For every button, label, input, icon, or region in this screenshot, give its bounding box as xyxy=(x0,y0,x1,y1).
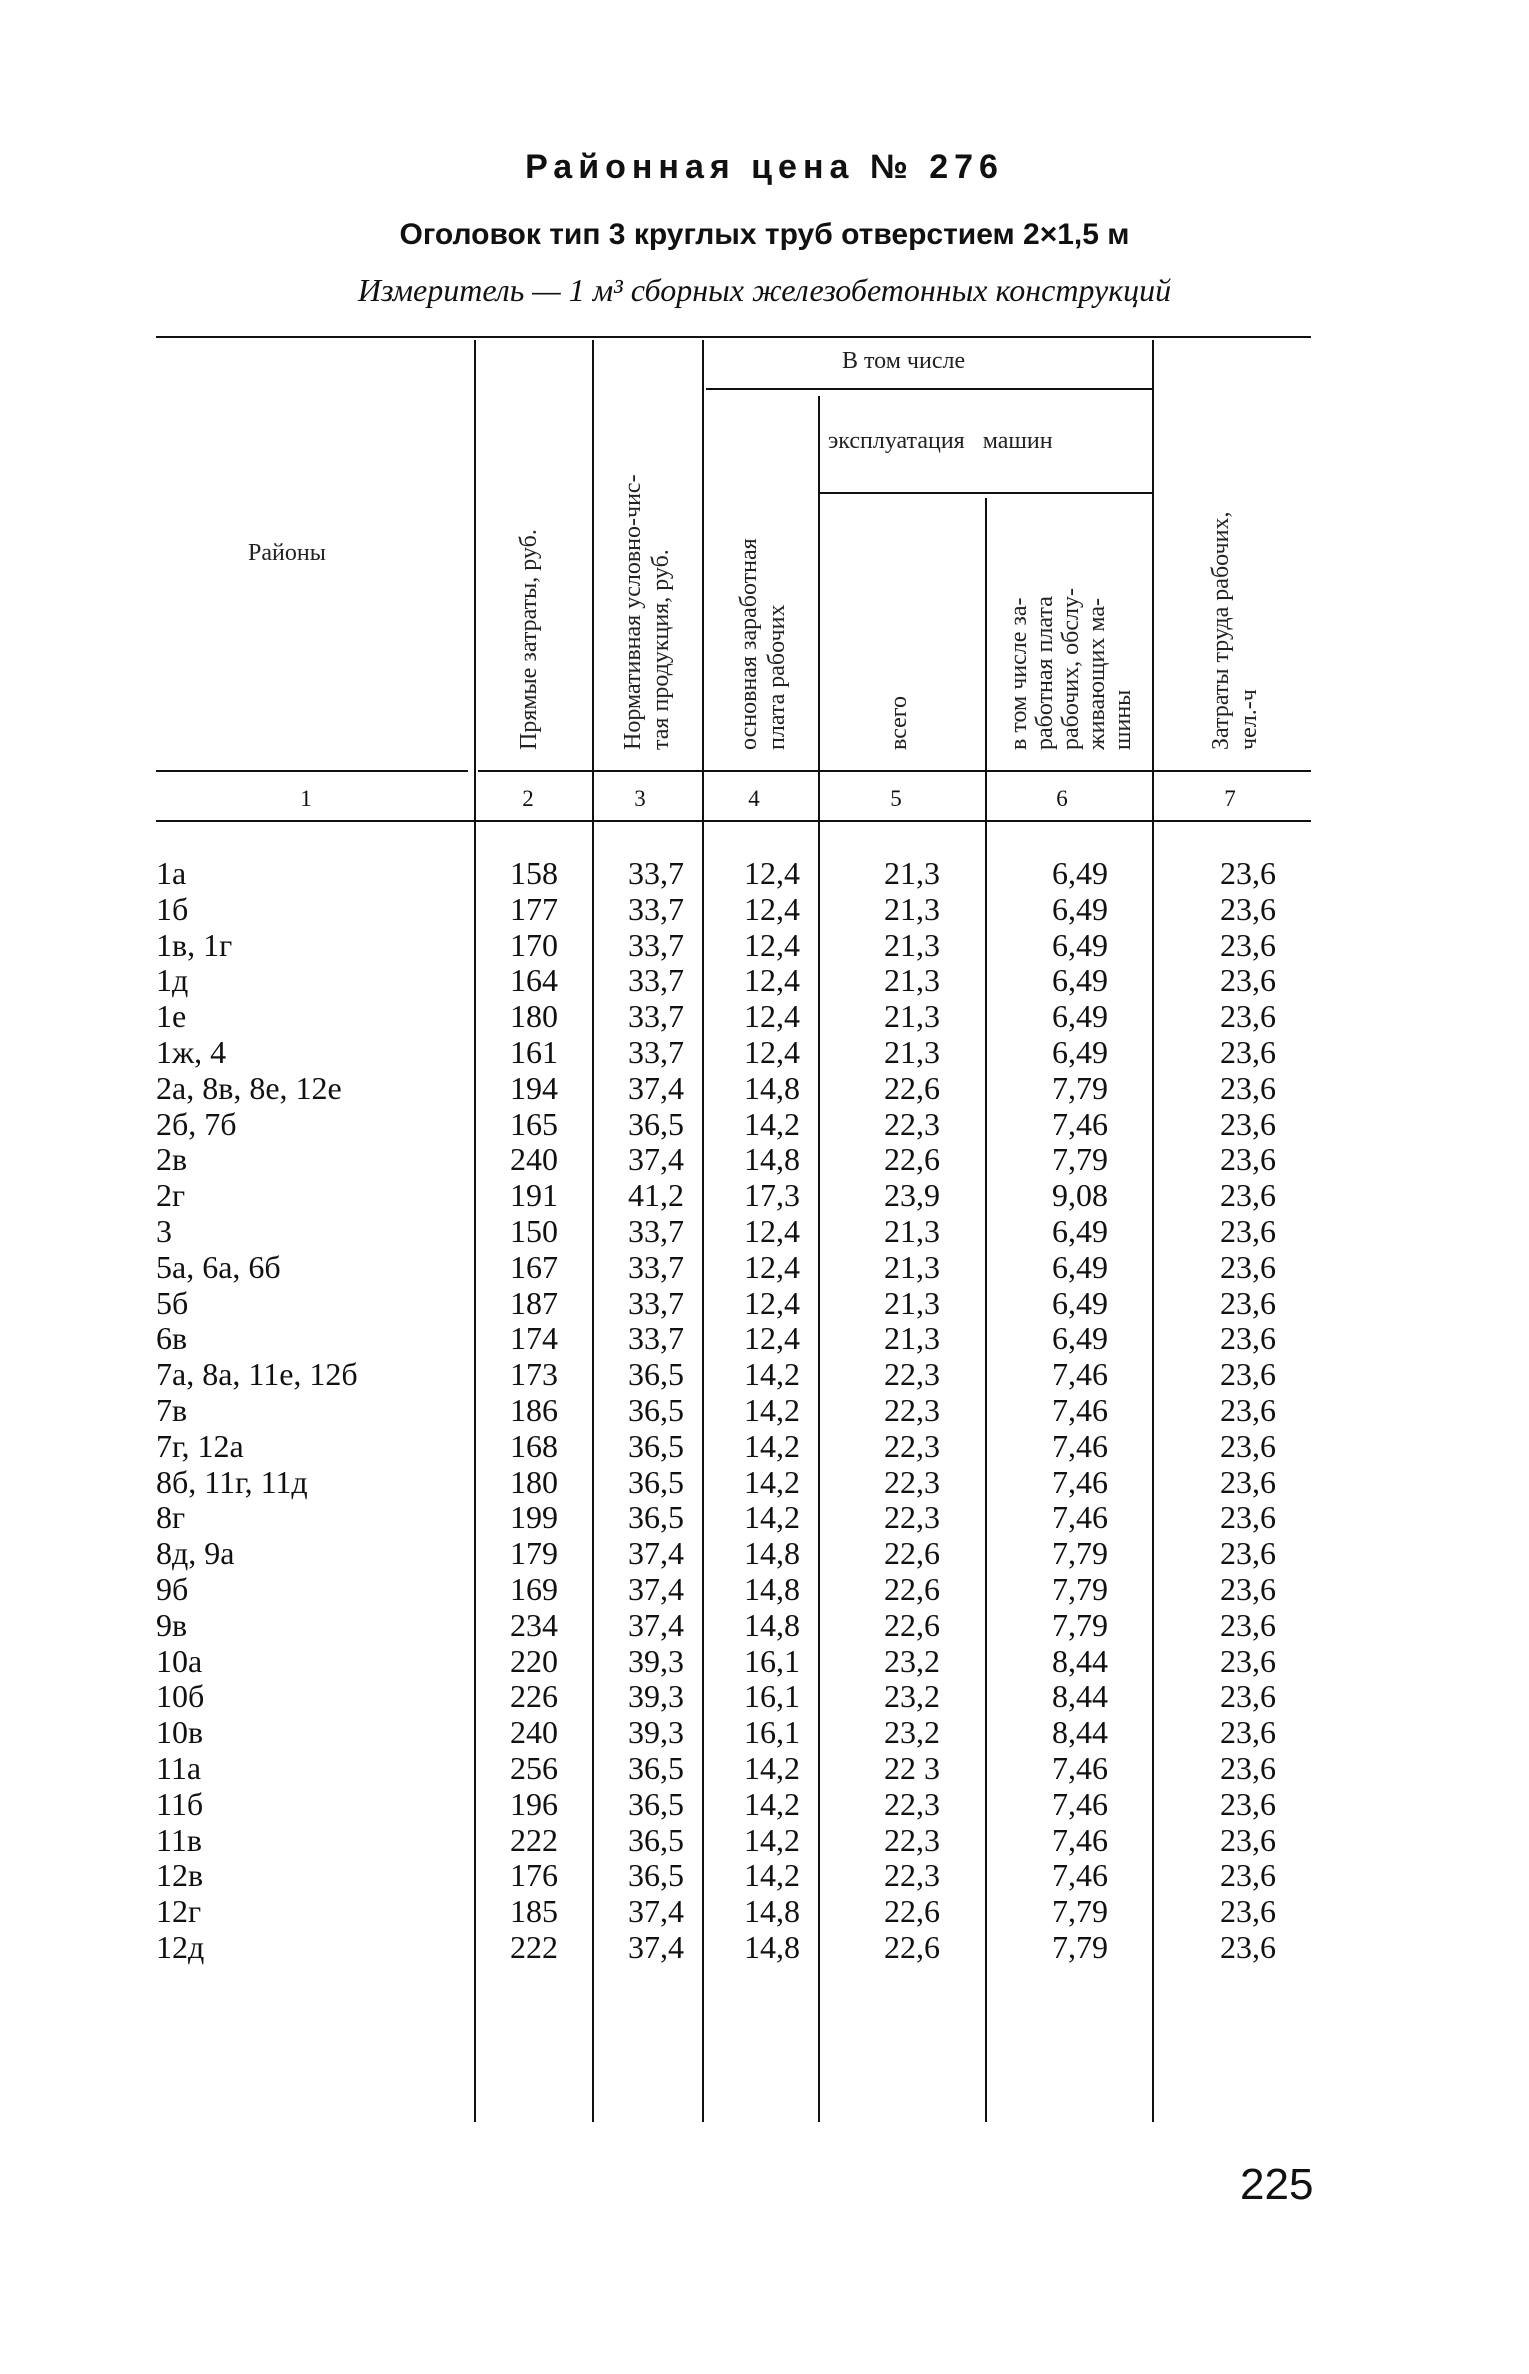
header-including: В том числе xyxy=(842,348,966,374)
header-direct-costs: Прямые затраты, руб. xyxy=(516,529,542,750)
value-cell-c4: 12,4 xyxy=(744,855,800,891)
value-cell-c2: 185 xyxy=(510,1893,558,1930)
value-cell-c3: 33,7 xyxy=(628,890,684,927)
value-cell-c5: 22,3 xyxy=(884,1427,940,1464)
value-cell-c5: 21,3 xyxy=(884,1320,940,1357)
machine-wage-column xyxy=(992,856,1108,1966)
page-title: Районная цена № 276 xyxy=(525,148,1004,186)
region-cell: 1ж, 4 xyxy=(156,1033,227,1070)
value-cell-c7: 23,6 xyxy=(1220,926,1276,963)
value-cell-c7: 23,6 xyxy=(1220,1248,1276,1285)
header-labor-line1: Затраты труда рабочих, xyxy=(1208,511,1234,750)
value-cell-c6: 7,46 xyxy=(1052,1821,1108,1858)
value-cell-c2: 222 xyxy=(510,1928,558,1965)
header-machine-wage-line1: в том числе за- xyxy=(1006,597,1032,750)
region-cell: 1д xyxy=(156,962,189,999)
col-number-1: 1 xyxy=(300,786,312,811)
col-divider-1 xyxy=(474,340,476,2122)
table-top-rule xyxy=(156,336,1311,338)
header-machine-wage-line5: шины xyxy=(1110,689,1136,750)
value-cell-c7: 23,6 xyxy=(1220,1714,1276,1751)
value-cell-c7: 23,6 xyxy=(1220,1749,1276,1786)
value-cell-c6: 7,79 xyxy=(1052,1606,1108,1643)
value-cell-c6: 7,46 xyxy=(1052,1391,1108,1428)
value-cell-c4: 16,1 xyxy=(744,1642,800,1679)
value-cell-c4: 14,2 xyxy=(744,1857,800,1894)
value-cell-c4: 12,4 xyxy=(744,1212,800,1249)
region-cell: 10б xyxy=(156,1678,205,1715)
value-cell-c2: 199 xyxy=(510,1499,558,1536)
value-cell-c4: 14,8 xyxy=(744,1606,800,1643)
value-cell-c7: 23,6 xyxy=(1220,1141,1276,1178)
header-machine-operation: эксплуатация машин xyxy=(828,428,1053,454)
region-cell: 7г, 12а xyxy=(156,1427,244,1464)
region-cell: 6в xyxy=(156,1320,188,1357)
labor-column xyxy=(1160,856,1276,1966)
col-divider-2 xyxy=(592,340,594,2122)
value-cell-c5: 22,6 xyxy=(884,1141,940,1178)
region-cell: 1а xyxy=(156,855,187,891)
value-cell-c4: 14,2 xyxy=(744,1749,800,1786)
base-wage-column xyxy=(708,856,800,1966)
header-base-wage-line1: основная заработная xyxy=(736,538,762,750)
value-cell-c5: 22,3 xyxy=(884,1821,940,1858)
value-cell-c3: 37,4 xyxy=(628,1893,684,1930)
value-cell-c5: 21,3 xyxy=(884,1033,940,1070)
value-cell-c2: 180 xyxy=(510,1463,558,1500)
header-machine-wage-line3: рабочих, обслу- xyxy=(1058,588,1084,750)
value-cell-c4: 12,4 xyxy=(744,1248,800,1285)
value-cell-c3: 36,5 xyxy=(628,1105,684,1142)
value-cell-c3: 33,7 xyxy=(628,1284,684,1321)
value-cell-c6: 9,08 xyxy=(1052,1177,1108,1214)
region-cell: 9б xyxy=(156,1570,189,1607)
value-cell-c5: 21,3 xyxy=(884,855,940,891)
col-divider-6 xyxy=(1152,340,1154,2122)
value-cell-c6: 7,46 xyxy=(1052,1749,1108,1786)
value-cell-c4: 14,8 xyxy=(744,1928,800,1965)
value-cell-c2: 226 xyxy=(510,1678,558,1715)
value-cell-c6: 7,79 xyxy=(1052,1570,1108,1607)
header-normative-net-line1: Нормативная условно-чис- xyxy=(620,474,646,750)
value-cell-c6: 6,49 xyxy=(1052,1320,1108,1357)
value-cell-c3: 36,5 xyxy=(628,1785,684,1822)
value-cell-c2: 179 xyxy=(510,1535,558,1572)
value-cell-c7: 23,6 xyxy=(1220,1212,1276,1249)
value-cell-c3: 33,7 xyxy=(628,1212,684,1249)
value-cell-c6: 8,44 xyxy=(1052,1678,1108,1715)
value-cell-c4: 14,8 xyxy=(744,1141,800,1178)
value-cell-c3: 37,4 xyxy=(628,1141,684,1178)
value-cell-c3: 37,4 xyxy=(628,1606,684,1643)
header-bottom-rule-b xyxy=(478,770,1311,772)
value-cell-c3: 33,7 xyxy=(628,926,684,963)
value-cell-c5: 22,6 xyxy=(884,1928,940,1965)
value-cell-c7: 23,6 xyxy=(1220,1177,1276,1214)
value-cell-c7: 23,6 xyxy=(1220,962,1276,999)
value-cell-c7: 23,6 xyxy=(1220,1069,1276,1106)
value-cell-c5: 21,3 xyxy=(884,1284,940,1321)
value-cell-c3: 36,5 xyxy=(628,1356,684,1393)
value-cell-c7: 23,6 xyxy=(1220,1033,1276,1070)
value-cell-c2: 234 xyxy=(510,1606,558,1643)
region-cell: 12в xyxy=(156,1857,204,1894)
value-cell-c7: 23,6 xyxy=(1220,1535,1276,1572)
value-cell-c6: 7,46 xyxy=(1052,1463,1108,1500)
header-normative-net-line2: тая продукция, руб. xyxy=(648,549,674,750)
value-cell-c4: 14,2 xyxy=(744,1785,800,1822)
value-cell-c5: 21,3 xyxy=(884,1212,940,1249)
value-cell-c4: 16,1 xyxy=(744,1714,800,1751)
value-cell-c5: 23,2 xyxy=(884,1642,940,1679)
value-cell-c5: 22,3 xyxy=(884,1857,940,1894)
region-cell: 5а, 6а, 6б xyxy=(156,1248,281,1285)
col-number-2: 2 xyxy=(522,786,534,811)
value-cell-c5: 22,6 xyxy=(884,1606,940,1643)
region-cell: 8д, 9а xyxy=(156,1535,235,1572)
value-cell-c2: 168 xyxy=(510,1427,558,1464)
value-cell-c3: 36,5 xyxy=(628,1463,684,1500)
value-cell-c6: 7,79 xyxy=(1052,1893,1108,1930)
region-cell: 12г xyxy=(156,1893,202,1930)
value-cell-c2: 240 xyxy=(510,1141,558,1178)
value-cell-c5: 21,3 xyxy=(884,926,940,963)
value-cell-c4: 12,4 xyxy=(744,1284,800,1321)
measure-unit: Измеритель — 1 м³ сборных железобетонных конструкций xyxy=(357,272,1172,308)
value-cell-c6: 7,79 xyxy=(1052,1141,1108,1178)
value-cell-c4: 14,8 xyxy=(744,1893,800,1930)
region-cell: 1в, 1г xyxy=(156,926,233,963)
value-cell-c6: 7,79 xyxy=(1052,1535,1108,1572)
value-cell-c4: 14,8 xyxy=(744,1069,800,1106)
value-cell-c4: 14,8 xyxy=(744,1570,800,1607)
region-cell: 7в xyxy=(156,1391,188,1428)
value-cell-c2: 187 xyxy=(510,1284,558,1321)
region-cell: 2в xyxy=(156,1141,188,1178)
direct-costs-column xyxy=(480,856,558,1966)
header-bottom-rule-a xyxy=(156,770,468,772)
value-cell-c3: 39,3 xyxy=(628,1678,684,1715)
value-cell-c3: 36,5 xyxy=(628,1391,684,1428)
value-cell-c3: 36,5 xyxy=(628,1821,684,1858)
value-cell-c2: 220 xyxy=(510,1642,558,1679)
header-machine-wage-line4: живающих ма- xyxy=(1084,597,1110,750)
value-cell-c4: 14,2 xyxy=(744,1391,800,1428)
value-cell-c3: 37,4 xyxy=(628,1570,684,1607)
regions-column xyxy=(156,856,358,1966)
value-cell-c5: 22,3 xyxy=(884,1463,940,1500)
value-cell-c7: 23,6 xyxy=(1220,1320,1276,1357)
value-cell-c2: 150 xyxy=(510,1212,558,1249)
value-cell-c7: 23,6 xyxy=(1220,1928,1276,1965)
value-cell-c5: 21,3 xyxy=(884,962,940,999)
value-cell-c5: 22,6 xyxy=(884,1069,940,1106)
header-base-wage-line2: плата рабочих xyxy=(764,604,790,750)
header-regions: Районы xyxy=(248,540,326,566)
value-cell-c5: 22,6 xyxy=(884,1893,940,1930)
value-cell-c4: 14,2 xyxy=(744,1499,800,1536)
numbers-bottom-rule xyxy=(156,820,1311,822)
value-cell-c3: 36,5 xyxy=(628,1749,684,1786)
col-number-4: 4 xyxy=(748,786,760,811)
value-cell-c6: 8,44 xyxy=(1052,1642,1108,1679)
region-cell: 2б, 7б xyxy=(156,1105,237,1142)
region-cell: 2г xyxy=(156,1177,186,1214)
col-number-3: 3 xyxy=(634,786,646,811)
value-cell-c7: 23,6 xyxy=(1220,1356,1276,1393)
value-cell-c3: 36,5 xyxy=(628,1499,684,1536)
value-cell-c7: 23,6 xyxy=(1220,1857,1276,1894)
value-cell-c2: 194 xyxy=(510,1069,558,1106)
value-cell-c2: 177 xyxy=(510,890,558,927)
region-cell: 8г xyxy=(156,1499,186,1536)
value-cell-c5: 22,3 xyxy=(884,1499,940,1536)
normative-net-column xyxy=(600,856,684,1966)
region-cell: 12д xyxy=(156,1928,205,1965)
value-cell-c5: 23,2 xyxy=(884,1714,940,1751)
value-cell-c6: 7,79 xyxy=(1052,1069,1108,1106)
value-cell-c4: 16,1 xyxy=(744,1678,800,1715)
value-cell-c5: 23,2 xyxy=(884,1678,940,1715)
value-cell-c4: 17,3 xyxy=(744,1177,800,1214)
value-cell-c6: 6,49 xyxy=(1052,1212,1108,1249)
value-cell-c2: 167 xyxy=(510,1248,558,1285)
value-cell-c2: 240 xyxy=(510,1714,558,1751)
page-subtitle: Оголовок тип 3 круглых труб отверстием 2×1,5 м xyxy=(399,218,1130,251)
value-cell-c7: 23,6 xyxy=(1220,1893,1276,1930)
value-cell-c7: 23,6 xyxy=(1220,1284,1276,1321)
region-cell: 11а xyxy=(156,1749,202,1786)
value-cell-c6: 6,49 xyxy=(1052,855,1108,891)
value-cell-c3: 33,7 xyxy=(628,998,684,1035)
value-cell-c5: 22,3 xyxy=(884,1391,940,1428)
value-cell-c7: 23,6 xyxy=(1220,1606,1276,1643)
value-cell-c6: 7,79 xyxy=(1052,1928,1108,1965)
value-cell-c3: 33,7 xyxy=(628,855,684,891)
value-cell-c7: 23,6 xyxy=(1220,1499,1276,1536)
value-cell-c2: 164 xyxy=(510,962,558,999)
header-machine-wage-line2: работная плата xyxy=(1032,596,1058,750)
value-cell-c5: 22,6 xyxy=(884,1535,940,1572)
region-cell: 10в xyxy=(156,1714,204,1751)
value-cell-c6: 7,46 xyxy=(1052,1356,1108,1393)
value-cell-c3: 39,3 xyxy=(628,1714,684,1751)
value-cell-c5: 22,6 xyxy=(884,1570,940,1607)
value-cell-c3: 41,2 xyxy=(628,1177,684,1214)
value-cell-c5: 22,3 xyxy=(884,1105,940,1142)
region-cell: 10а xyxy=(156,1642,203,1679)
value-cell-c7: 23,6 xyxy=(1220,1642,1276,1679)
value-cell-c4: 12,4 xyxy=(744,998,800,1035)
value-cell-c4: 12,4 xyxy=(744,1320,800,1357)
value-cell-c6: 7,46 xyxy=(1052,1499,1108,1536)
value-cell-c2: 169 xyxy=(510,1570,558,1607)
value-cell-c4: 14,2 xyxy=(744,1821,800,1858)
value-cell-c4: 14,2 xyxy=(744,1427,800,1464)
value-cell-c2: 186 xyxy=(510,1391,558,1428)
value-cell-c6: 6,49 xyxy=(1052,962,1108,999)
value-cell-c7: 23,6 xyxy=(1220,1463,1276,1500)
value-cell-c5: 22,3 xyxy=(884,1356,940,1393)
value-cell-c7: 23,6 xyxy=(1220,1105,1276,1142)
value-cell-c4: 14,2 xyxy=(744,1105,800,1142)
value-cell-c6: 7,46 xyxy=(1052,1105,1108,1142)
value-cell-c6: 7,46 xyxy=(1052,1427,1108,1464)
col-number-5: 5 xyxy=(890,786,902,811)
value-cell-c2: 176 xyxy=(510,1857,558,1894)
value-cell-c4: 14,8 xyxy=(744,1535,800,1572)
region-cell: 5б xyxy=(156,1284,189,1321)
value-cell-c7: 23,6 xyxy=(1220,1391,1276,1428)
machine-rule xyxy=(820,492,1154,494)
value-cell-c3: 37,4 xyxy=(628,1928,684,1965)
value-cell-c6: 8,44 xyxy=(1052,1714,1108,1751)
value-cell-c7: 23,6 xyxy=(1220,1678,1276,1715)
value-cell-c2: 222 xyxy=(510,1821,558,1858)
header-total: всего xyxy=(886,695,912,750)
value-cell-c5: 21,3 xyxy=(884,890,940,927)
region-cell: 8б, 11г, 11д xyxy=(156,1463,308,1500)
value-cell-c6: 6,49 xyxy=(1052,890,1108,927)
value-cell-c5: 22 3 xyxy=(884,1749,940,1786)
value-cell-c3: 39,3 xyxy=(628,1642,684,1679)
value-cell-c2: 196 xyxy=(510,1785,558,1822)
value-cell-c3: 36,5 xyxy=(628,1427,684,1464)
value-cell-c7: 23,6 xyxy=(1220,1570,1276,1607)
value-cell-c2: 174 xyxy=(510,1320,558,1357)
machine-total-column xyxy=(826,856,940,1966)
region-cell: 2а, 8в, 8е, 12е xyxy=(156,1069,342,1106)
value-cell-c6: 6,49 xyxy=(1052,1284,1108,1321)
region-cell: 9в xyxy=(156,1606,188,1643)
region-cell: 1б xyxy=(156,890,189,927)
value-cell-c2: 165 xyxy=(510,1105,558,1142)
value-cell-c2: 256 xyxy=(510,1749,558,1786)
value-cell-c4: 14,2 xyxy=(744,1356,800,1393)
value-cell-c2: 191 xyxy=(510,1177,558,1214)
value-cell-c6: 6,49 xyxy=(1052,998,1108,1035)
value-cell-c5: 23,9 xyxy=(884,1177,940,1214)
region-cell: 11б xyxy=(156,1785,204,1822)
col-number-7: 7 xyxy=(1224,786,1236,811)
value-cell-c3: 37,4 xyxy=(628,1535,684,1572)
value-cell-c6: 6,49 xyxy=(1052,1248,1108,1285)
value-cell-c2: 170 xyxy=(510,926,558,963)
value-cell-c4: 12,4 xyxy=(744,890,800,927)
value-cell-c4: 12,4 xyxy=(744,962,800,999)
value-cell-c3: 36,5 xyxy=(628,1857,684,1894)
value-cell-c6: 7,46 xyxy=(1052,1857,1108,1894)
value-cell-c7: 23,6 xyxy=(1220,1427,1276,1464)
value-cell-c7: 23,6 xyxy=(1220,890,1276,927)
region-cell: 1е xyxy=(156,998,187,1035)
col-divider-3 xyxy=(702,340,704,2122)
col-divider-5 xyxy=(985,498,987,2122)
value-cell-c6: 6,49 xyxy=(1052,1033,1108,1070)
value-cell-c2: 180 xyxy=(510,998,558,1035)
value-cell-c4: 14,2 xyxy=(744,1463,800,1500)
value-cell-c3: 37,4 xyxy=(628,1069,684,1106)
value-cell-c2: 158 xyxy=(510,855,558,891)
value-cell-c6: 7,46 xyxy=(1052,1785,1108,1822)
region-cell: 7а, 8а, 11е, 12б xyxy=(156,1356,358,1393)
value-cell-c5: 22,3 xyxy=(884,1785,940,1822)
value-cell-c5: 21,3 xyxy=(884,998,940,1035)
value-cell-c3: 33,7 xyxy=(628,1320,684,1357)
value-cell-c3: 33,7 xyxy=(628,1248,684,1285)
value-cell-c5: 21,3 xyxy=(884,1248,940,1285)
col-number-6: 6 xyxy=(1056,786,1068,811)
value-cell-c6: 6,49 xyxy=(1052,926,1108,963)
value-cell-c7: 23,6 xyxy=(1220,855,1276,891)
value-cell-c2: 161 xyxy=(510,1033,558,1070)
value-cell-c2: 173 xyxy=(510,1356,558,1393)
header-labor-line2: чел.-ч xyxy=(1236,689,1262,750)
page-number: 225 xyxy=(1240,2160,1314,2209)
value-cell-c3: 33,7 xyxy=(628,1033,684,1070)
value-cell-c3: 33,7 xyxy=(628,962,684,999)
value-cell-c4: 12,4 xyxy=(744,926,800,963)
col-divider-4 xyxy=(818,396,820,2122)
including-rule xyxy=(706,388,1154,390)
value-cell-c7: 23,6 xyxy=(1220,1821,1276,1858)
value-cell-c7: 23,6 xyxy=(1220,1785,1276,1822)
region-cell: 3 xyxy=(156,1212,172,1249)
value-cell-c7: 23,6 xyxy=(1220,998,1276,1035)
value-cell-c4: 12,4 xyxy=(744,1033,800,1070)
region-cell: 11в xyxy=(156,1821,202,1858)
